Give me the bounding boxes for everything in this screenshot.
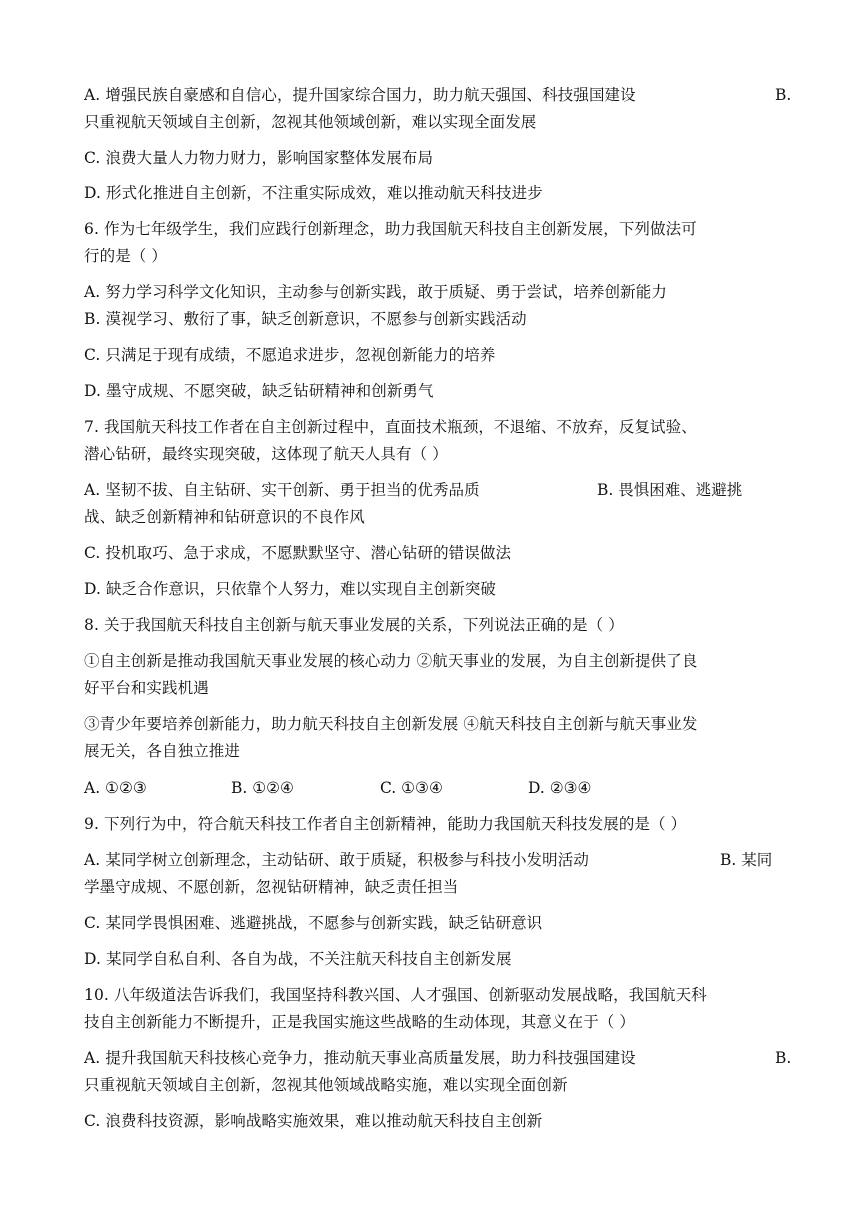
q7-option-b-cont: 战、缺乏创新精神和钻研意识的不良作风: [84, 508, 365, 526]
q5-option-b: 只重视航天领域自主创新，忽视其他领域创新，难以实现全面发展: [84, 113, 537, 131]
q8-option-c: C. ①③④: [380, 779, 443, 797]
q8-statement-line-4: 展无关，各自独立推进: [84, 742, 241, 760]
q9-option-d: D. 某同学自私自利、各自为战，不关注航天科技自主创新发展: [84, 950, 512, 968]
q5-option-b-label: B.: [775, 86, 792, 104]
q10-option-b-label: B.: [775, 1049, 792, 1067]
q10-option-c: C. 浪费科技资源，影响战略实施效果，难以推动航天科技自主创新: [84, 1112, 543, 1130]
q8-statement-line-3: ③青少年要培养创新能力，助力航天科技自主创新发展 ④航天科技自主创新与航天事业发: [84, 715, 698, 733]
q7-option-a: A. 坚韧不拔、自主钻研、实干创新、勇于担当的优秀品质: [84, 481, 480, 499]
q6-option-d: D. 墨守成规、不愿突破，缺乏钻研精神和创新勇气: [84, 382, 434, 400]
q9-option-b-start: B. 某同: [720, 851, 773, 869]
q6-option-a: A. 努力学习科学文化知识，主动参与创新实践，敢于质疑、勇于尝试，培养创新能力: [84, 283, 667, 301]
q8-statement-line-1: ①自主创新是推动我国航天事业发展的核心动力 ②航天事业的发展，为自主创新提供了良: [84, 652, 698, 670]
q7-stem-line-2: 潜心钻研，最终实现突破，这体现了航天人具有（ ）: [84, 445, 448, 463]
q6-option-b: B. 漠视学习、敷衍了事，缺乏创新意识，不愿参与创新实践活动: [84, 310, 527, 328]
q7-option-c: C. 投机取巧、急于求成，不愿默默坚守、潜心钻研的错误做法: [84, 544, 512, 562]
q5-option-a: A. 增强民族自豪感和自信心，提升国家综合国力，助力航天强国、科技强国建设: [84, 86, 636, 104]
q9-option-c: C. 某同学畏惧困难、逃避挑战，不愿参与创新实践，缺乏钻研意识: [84, 914, 543, 932]
q7-stem-line-1: 7. 我国航天科技工作者在自主创新过程中，直面技术瓶颈，不退缩、不放弃，反复试验、: [84, 418, 697, 436]
q6-stem-line-1: 6. 作为七年级学生，我们应践行创新理念，助力我国航天科技自主创新发展，下列做法可: [84, 220, 697, 238]
q8-option-d: D. ②③④: [528, 779, 592, 797]
q8-stem: 8. 关于我国航天科技自主创新与航天事业发展的关系，下列说法正确的是（ ）: [84, 616, 624, 634]
q7-option-d: D. 缺乏合作意识，只依靠个人努力，难以实现自主创新突破: [84, 580, 497, 598]
q6-stem-line-2: 行的是（ ）: [84, 247, 168, 265]
q5-option-c: C. 浪费大量人力物力财力，影响国家整体发展布局: [84, 149, 434, 167]
q6-option-c: C. 只满足于现有成绩，不愿追求进步，忽视创新能力的培养: [84, 346, 496, 364]
q9-option-a: A. 某同学树立创新理念，主动钻研、敢于质疑，积极参与科技小发明活动: [84, 851, 589, 869]
q10-stem-line-2: 技自主创新能力不断提升，正是我国实施这些战略的生动体现，其意义在于（ ）: [84, 1013, 636, 1031]
q10-option-b: 只重视航天领域自主创新，忽视其他领域战略实施，难以实现全面创新: [84, 1076, 568, 1094]
q9-stem: 9. 下列行为中，符合航天科技工作者自主创新精神，能助力我国航天科技发展的是（ ）: [84, 815, 687, 833]
q9-option-b-cont: 学墨守成规、不愿创新，忽视钻研精神，缺乏责任担当: [84, 878, 459, 896]
q5-option-d: D. 形式化推进自主创新，不注重实际成效，难以推动航天科技进步: [84, 184, 543, 202]
q8-statement-line-2: 好平台和实践机遇: [84, 679, 209, 697]
q10-option-a: A. 提升我国航天科技核心竞争力，推动航天事业高质量发展，助力科技强国建设: [84, 1049, 636, 1067]
q8-option-a: A. ①②③: [84, 779, 147, 797]
q7-option-b-start: B. 畏惧困难、逃避挑: [597, 481, 743, 499]
q8-option-b: B. ①②④: [231, 779, 294, 797]
q10-stem-line-1: 10. 八年级道法告诉我们，我国坚持科教兴国、人才强国、创新驱动发展战略，我国航天科: [84, 986, 707, 1004]
